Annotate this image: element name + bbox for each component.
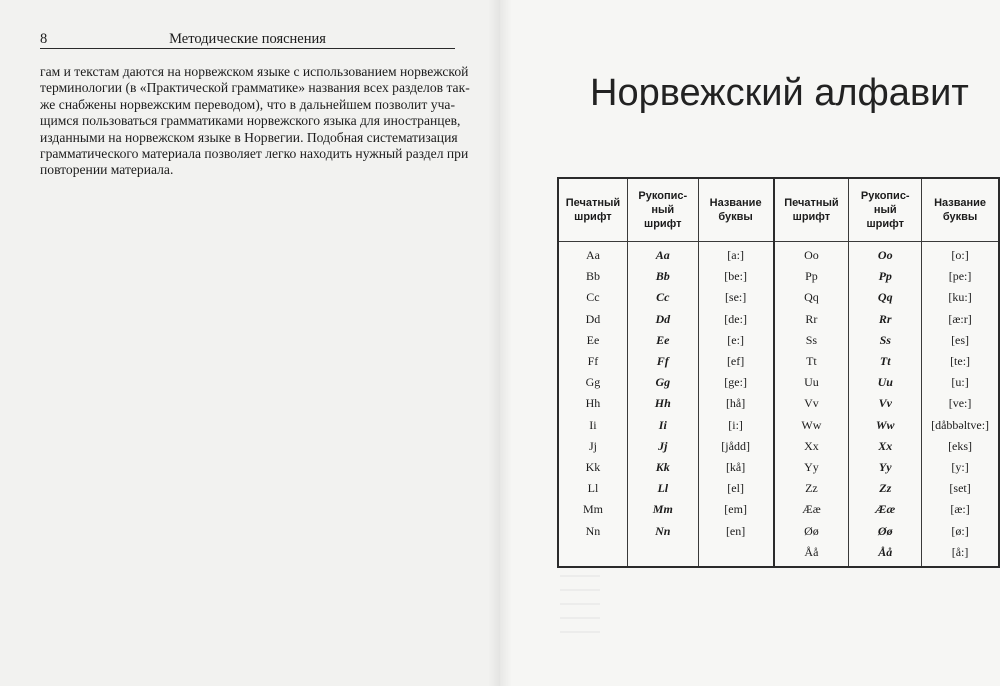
letter-name: [ef] bbox=[698, 351, 773, 372]
header-line: Рукопис- bbox=[638, 190, 688, 202]
header-handwritten-2 bbox=[849, 178, 922, 242]
body-line: щимся пользоваться грамматиками норвежского языка для иностранцев, bbox=[40, 113, 461, 129]
handwritten-letter: Qq bbox=[849, 287, 922, 308]
printed-letter: Åå bbox=[774, 542, 849, 567]
handwritten-letter: Øø bbox=[849, 521, 922, 542]
letter-name: [el] bbox=[698, 478, 773, 499]
page-number: 8 bbox=[40, 31, 48, 47]
header-name-2 bbox=[922, 178, 999, 242]
letter-name: [te:] bbox=[922, 351, 999, 372]
letter-name: [pe:] bbox=[922, 266, 999, 287]
handwritten-letter: Hh bbox=[627, 393, 698, 414]
printed-letter: Qq bbox=[774, 287, 849, 308]
handwritten-letter: Zz bbox=[849, 478, 922, 499]
letter-name: [ve:] bbox=[922, 393, 999, 414]
table-row bbox=[558, 478, 999, 499]
printed-letter: Vv bbox=[774, 393, 849, 414]
running-title: Методические пояснения bbox=[169, 31, 326, 47]
table-row bbox=[558, 521, 999, 542]
letter-name: [u:] bbox=[922, 372, 999, 393]
table-row bbox=[558, 499, 999, 520]
letter-name: [ge:] bbox=[698, 372, 773, 393]
handwritten-letter: Nn bbox=[627, 521, 698, 542]
handwritten-letter: Vv bbox=[849, 393, 922, 414]
letter-name: [i:] bbox=[698, 415, 773, 436]
handwritten-letter: Bb bbox=[627, 266, 698, 287]
table-row bbox=[558, 393, 999, 414]
handwritten-letter: Pp bbox=[849, 266, 922, 287]
table-row bbox=[558, 309, 999, 330]
printed-letter: Bb bbox=[558, 266, 627, 287]
printed-letter: Ff bbox=[558, 351, 627, 372]
printed-letter: Ss bbox=[774, 330, 849, 351]
printed-letter: Dd bbox=[558, 309, 627, 330]
handwritten-letter: Ff bbox=[627, 351, 698, 372]
body-line: же снабжены норвежским переводом), что в дальнейшем позволит уча- bbox=[40, 96, 455, 112]
handwritten-letter: Kk bbox=[627, 457, 698, 478]
body-line: гам и текстам даются на норвежском языке с использованием норвежской bbox=[40, 64, 469, 79]
table-row bbox=[558, 242, 999, 267]
handwritten-letter: Ææ bbox=[849, 499, 922, 520]
handwritten-letter: Ss bbox=[849, 330, 922, 351]
running-header bbox=[40, 30, 455, 49]
letter-name: [set] bbox=[922, 478, 999, 499]
printed-letter: Gg bbox=[558, 372, 627, 393]
handwritten-letter: Tt bbox=[849, 351, 922, 372]
letter-name: [de:] bbox=[698, 309, 773, 330]
letter-name: [kå] bbox=[698, 457, 773, 478]
header-line: шрифт bbox=[866, 218, 904, 230]
page-title: Норвежский алфавит bbox=[590, 72, 969, 114]
letter-name: [be:] bbox=[698, 266, 773, 287]
handwritten-letter: Oo bbox=[849, 242, 922, 267]
printed-letter: Ææ bbox=[774, 499, 849, 520]
handwritten-letter: Rr bbox=[849, 309, 922, 330]
printed-letter: Øø bbox=[774, 521, 849, 542]
letter-name: [o:] bbox=[922, 242, 999, 267]
table-row bbox=[558, 330, 999, 351]
book-gutter bbox=[488, 0, 512, 686]
printed-letter: Cc bbox=[558, 287, 627, 308]
table-header-row bbox=[558, 178, 999, 242]
handwritten-letter: Ww bbox=[849, 415, 922, 436]
header-handwritten-1 bbox=[627, 178, 698, 242]
printed-letter: Hh bbox=[558, 393, 627, 414]
handwritten-letter bbox=[627, 542, 698, 567]
printed-letter: Tt bbox=[774, 351, 849, 372]
header-line: ный bbox=[651, 204, 675, 216]
letter-name: [y:] bbox=[922, 457, 999, 478]
letter-name: [å:] bbox=[922, 542, 999, 567]
table-row bbox=[558, 415, 999, 436]
printed-letter: Yy bbox=[774, 457, 849, 478]
body-line: повторении материала. bbox=[40, 162, 174, 178]
header-line: буквы bbox=[942, 211, 978, 223]
printed-letter: Ww bbox=[774, 415, 849, 436]
handwritten-letter: Aa bbox=[627, 242, 698, 267]
table-row bbox=[558, 542, 999, 567]
header-line: Печатный bbox=[565, 197, 621, 209]
header-printed-1 bbox=[558, 178, 627, 242]
printed-letter: Xx bbox=[774, 436, 849, 457]
header-line: Печатный bbox=[784, 197, 839, 209]
printed-letter: Aa bbox=[558, 242, 627, 267]
printed-letter: Zz bbox=[774, 478, 849, 499]
handwritten-letter: Xx bbox=[849, 436, 922, 457]
header-line: шрифт bbox=[644, 218, 682, 230]
body-paragraph bbox=[40, 64, 470, 179]
printed-letter: Oo bbox=[774, 242, 849, 267]
printed-letter: Rr bbox=[774, 309, 849, 330]
letter-name bbox=[698, 542, 773, 567]
handwritten-letter: Dd bbox=[627, 309, 698, 330]
alphabet-table-body bbox=[558, 242, 999, 568]
letter-name: [e:] bbox=[698, 330, 773, 351]
handwritten-letter: Gg bbox=[627, 372, 698, 393]
letter-name: [eks] bbox=[922, 436, 999, 457]
header-line: шрифт bbox=[574, 211, 612, 223]
table-row bbox=[558, 436, 999, 457]
handwritten-letter: Ii bbox=[627, 415, 698, 436]
letter-name: [hå] bbox=[698, 393, 773, 414]
handwritten-letter: Uu bbox=[849, 372, 922, 393]
header-line: ный bbox=[873, 204, 897, 216]
table-row bbox=[558, 351, 999, 372]
letter-name: [a:] bbox=[698, 242, 773, 267]
handwritten-letter: Cc bbox=[627, 287, 698, 308]
table-row bbox=[558, 457, 999, 478]
printed-letter: Nn bbox=[558, 521, 627, 542]
handwritten-letter: Mm bbox=[627, 499, 698, 520]
printed-letter: Uu bbox=[774, 372, 849, 393]
body-line: изданными на норвежском языке в Норвегии. Подобная систематизация bbox=[40, 129, 458, 145]
printed-letter: Ll bbox=[558, 478, 627, 499]
letter-name: [jådd] bbox=[698, 436, 773, 457]
header-line: Название bbox=[934, 197, 987, 209]
letter-name: [dåbbəltve:] bbox=[922, 415, 999, 436]
printed-letter: Kk bbox=[558, 457, 627, 478]
printed-letter: Ii bbox=[558, 415, 627, 436]
letter-name: [en] bbox=[698, 521, 773, 542]
header-line: шрифт bbox=[792, 211, 831, 223]
printed-letter bbox=[558, 542, 627, 567]
header-line: буквы bbox=[718, 211, 753, 223]
handwritten-letter: Yy bbox=[849, 457, 922, 478]
header-line: Рукопис- bbox=[860, 190, 910, 202]
bleed-through-marks bbox=[560, 575, 600, 635]
printed-letter: Ee bbox=[558, 330, 627, 351]
table-row bbox=[558, 287, 999, 308]
letter-name: [se:] bbox=[698, 287, 773, 308]
alphabet-table bbox=[557, 177, 1000, 568]
letter-name: [em] bbox=[698, 499, 773, 520]
handwritten-letter: Åå bbox=[849, 542, 922, 567]
body-line: грамматического материала позволяет легко находить нужный раздел при bbox=[40, 146, 469, 162]
printed-letter: Mm bbox=[558, 499, 627, 520]
letter-name: [es] bbox=[922, 330, 999, 351]
letter-name: [æ:r] bbox=[922, 309, 999, 330]
header-line: Название bbox=[709, 197, 762, 209]
table-row bbox=[558, 372, 999, 393]
letter-name: [ø:] bbox=[922, 521, 999, 542]
printed-letter: Pp bbox=[774, 266, 849, 287]
letter-name: [ku:] bbox=[922, 287, 999, 308]
letter-name: [æ:] bbox=[922, 499, 999, 520]
handwritten-letter: Ll bbox=[627, 478, 698, 499]
handwritten-letter: Jj bbox=[627, 436, 698, 457]
header-printed-2 bbox=[774, 178, 849, 242]
header-name-1 bbox=[698, 178, 773, 242]
handwritten-letter: Ee bbox=[627, 330, 698, 351]
table-row bbox=[558, 266, 999, 287]
printed-letter: Jj bbox=[558, 436, 627, 457]
body-line: терминологии (в «Практической грамматике» названия всех разделов так- bbox=[40, 80, 470, 96]
